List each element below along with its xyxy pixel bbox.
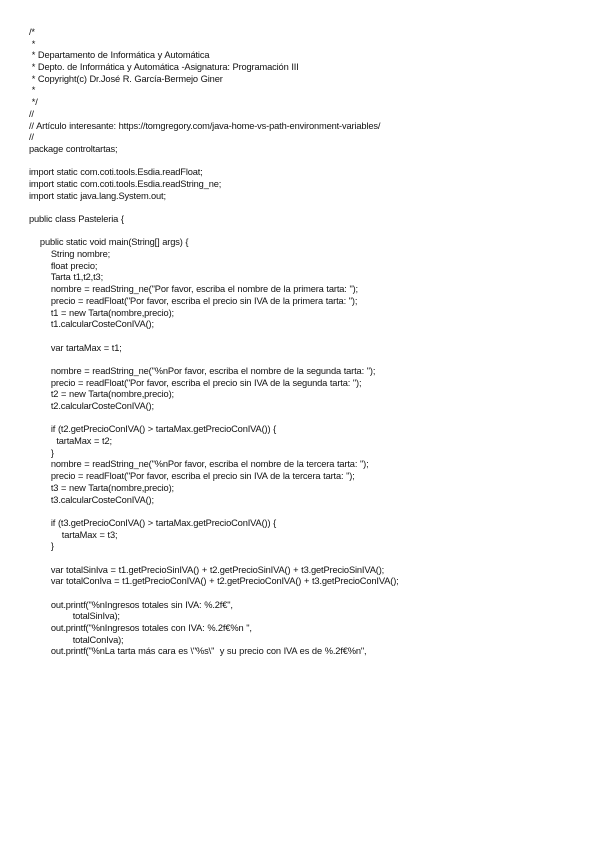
- code-line: totalSinIva);: [29, 611, 120, 622]
- code-line: public static void main(String[] args) {: [29, 237, 189, 248]
- code-line: [29, 156, 399, 168]
- code-line: t2.calcularCosteConIVA();: [29, 401, 154, 411]
- code-line: import static com.coti.tools.Esdia.readFloat;: [29, 167, 203, 178]
- source-code-listing: [29, 27, 399, 658]
- code-line: [29, 588, 399, 600]
- code-line: [29, 506, 399, 518]
- code-line: [29, 553, 399, 565]
- code-line: t2 = new Tarta(nombre,precio);: [29, 389, 174, 400]
- code-line: [29, 202, 399, 214]
- code-line: nombre = readString_ne("%nPor favor, escriba el nombre de la tercera tarta: ");: [29, 459, 369, 470]
- code-line: *: [29, 38, 36, 49]
- code-line: *: [29, 85, 36, 96]
- code-line: t1 = new Tarta(nombre,precio);: [29, 307, 174, 318]
- code-line: [29, 413, 399, 425]
- code-line: if (t2.getPrecioConIVA() > tartaMax.getPrecioConIVA()) {: [29, 424, 277, 435]
- code-line: }: [29, 447, 54, 458]
- code-line: float precio;: [29, 260, 98, 271]
- code-line: t1.calcularCosteConIVA();: [29, 319, 154, 330]
- code-line: if (t3.getPrecioConIVA() > tartaMax.getPrecioConIVA()) {: [29, 517, 277, 528]
- code-line: t3.calcularCosteConIVA();: [29, 494, 154, 505]
- code-line: precio = readFloat("Por favor, escriba el precio sin IVA de la primera tarta: ");: [29, 295, 358, 306]
- code-line: out.printf("%nLa tarta más cara es \"%s\" y su precio con IVA es de %.2f€%n",: [29, 646, 367, 657]
- code-line: totalConIva);: [29, 634, 124, 645]
- code-line: Tarta t1,t2,t3;: [29, 272, 104, 283]
- code-line: tartaMax = t3;: [29, 529, 118, 540]
- code-line: // Artículo interesante: https://tomgregory.com/java-home-vs-path-environment-variables/: [29, 120, 381, 131]
- code-line: * Departamento de Informática y Automática: [29, 50, 210, 61]
- code-line: out.printf("%nIngresos totales sin IVA: %.2f€",: [29, 599, 233, 610]
- code-line: //: [29, 108, 34, 119]
- code-line: /*: [29, 27, 35, 37]
- code-line: var totalSinIva = t1.getPrecioSinIVA() + t2.getPrecioSinIVA() + t3.getPrecioSinIVA();: [29, 564, 385, 575]
- code-line: var tartaMax = t1;: [29, 342, 122, 353]
- code-line: import static java.lang.System.out;: [29, 190, 166, 201]
- code-line: t3 = new Tarta(nombre,precio);: [29, 482, 174, 493]
- code-line: out.printf("%nIngresos totales con IVA: %.2f€%n ",: [29, 623, 252, 634]
- code-line: * Copyright(c) Dr.José R. García-Bermejo Giner: [29, 73, 223, 84]
- code-line: }: [29, 541, 54, 552]
- code-line: * Depto. de Informática y Automática -Asignatura: Programación III: [29, 62, 299, 73]
- code-line: String nombre;: [29, 249, 111, 260]
- code-line: var totalConIva = t1.getPrecioConIVA() + t2.getPrecioConIVA() + t3.getPrecioConIVA();: [29, 576, 399, 587]
- code-line: [29, 226, 399, 238]
- code-line: //: [29, 132, 34, 143]
- code-line: precio = readFloat("Por favor, escriba el precio sin IVA de la segunda tarta: ");: [29, 377, 362, 388]
- code-line: */: [29, 97, 38, 108]
- code-line: precio = readFloat("Por favor, escriba el precio sin IVA de la tercera tarta: ");: [29, 471, 355, 482]
- code-line: [29, 354, 399, 366]
- code-line: public class Pasteleria {: [29, 214, 124, 224]
- code-line: package controltartas;: [29, 143, 118, 154]
- code-line: import static com.coti.tools.Esdia.readString_ne;: [29, 178, 222, 189]
- code-line: nombre = readString_ne("%nPor favor, escriba el nombre de la segunda tarta: ");: [29, 365, 376, 376]
- code-line: tartaMax = t2;: [29, 436, 112, 447]
- code-line: nombre = readString_ne("Por favor, escriba el nombre de la primera tarta: ");: [29, 284, 358, 295]
- code-line: [29, 331, 399, 343]
